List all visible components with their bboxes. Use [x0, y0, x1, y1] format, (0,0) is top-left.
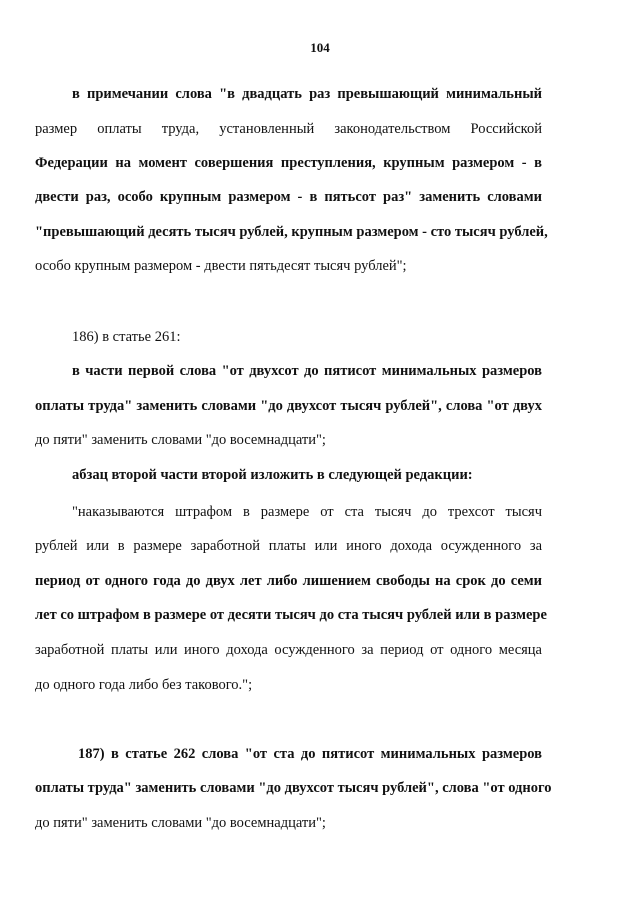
text-line: двести раз, особо крупным размером - в пятьсот раз" заменить словами [35, 189, 542, 205]
text-line: до пяти" заменить словами "до восемнадцати"; [35, 432, 326, 448]
text-line: Федерации на момент совершения преступления, крупным размером - в [35, 155, 542, 171]
page-number: 104 [310, 40, 330, 55]
text-line: "наказываются штрафом в размере от ста тысяч до трехсот тысяч [72, 504, 542, 520]
section-heading: 186) в статье 261: [72, 329, 181, 345]
text-line: до пяти" заменить словами "до восемнадцати"; [35, 815, 326, 831]
text-line: заработной платы или иного дохода осужденного за период от одного месяца [35, 642, 542, 658]
text-line: 187) в статье 262 слова "от ста до пятисот минимальных размеров [78, 746, 542, 762]
text-line: "превышающий десять тысяч рублей, крупным размером - сто тысяч рублей, [35, 224, 548, 240]
text-line: период от одного года до двух лет либо лишением свободы на срок до семи [35, 573, 542, 589]
text-line: абзац второй части второй изложить в следующей редакции: [72, 467, 473, 483]
text-line: рублей или в размере заработной платы или иного дохода осужденного за [35, 538, 542, 554]
text-line: лет со штрафом в размере от десяти тысяч до ста тысяч рублей или в размере [35, 607, 547, 623]
text-line: в примечании слова "в двадцать раз превышающий минимальный [72, 86, 542, 102]
text-line: оплаты труда" заменить словами "до двухсот тысяч рублей", слова "от двух [35, 398, 542, 414]
text-line: до одного года либо без такового."; [35, 677, 253, 693]
text-line: размер оплаты труда, установленный законодательством Российской [35, 121, 542, 137]
text-line: в части первой слова "от двухсот до пятисот минимальных размеров [72, 363, 542, 379]
text-line: особо крупным размером - двести пятьдесят тысяч рублей"; [35, 258, 407, 274]
text-line: оплаты труда" заменить словами "до двухсот тысяч рублей", слова "от одного [35, 780, 552, 796]
